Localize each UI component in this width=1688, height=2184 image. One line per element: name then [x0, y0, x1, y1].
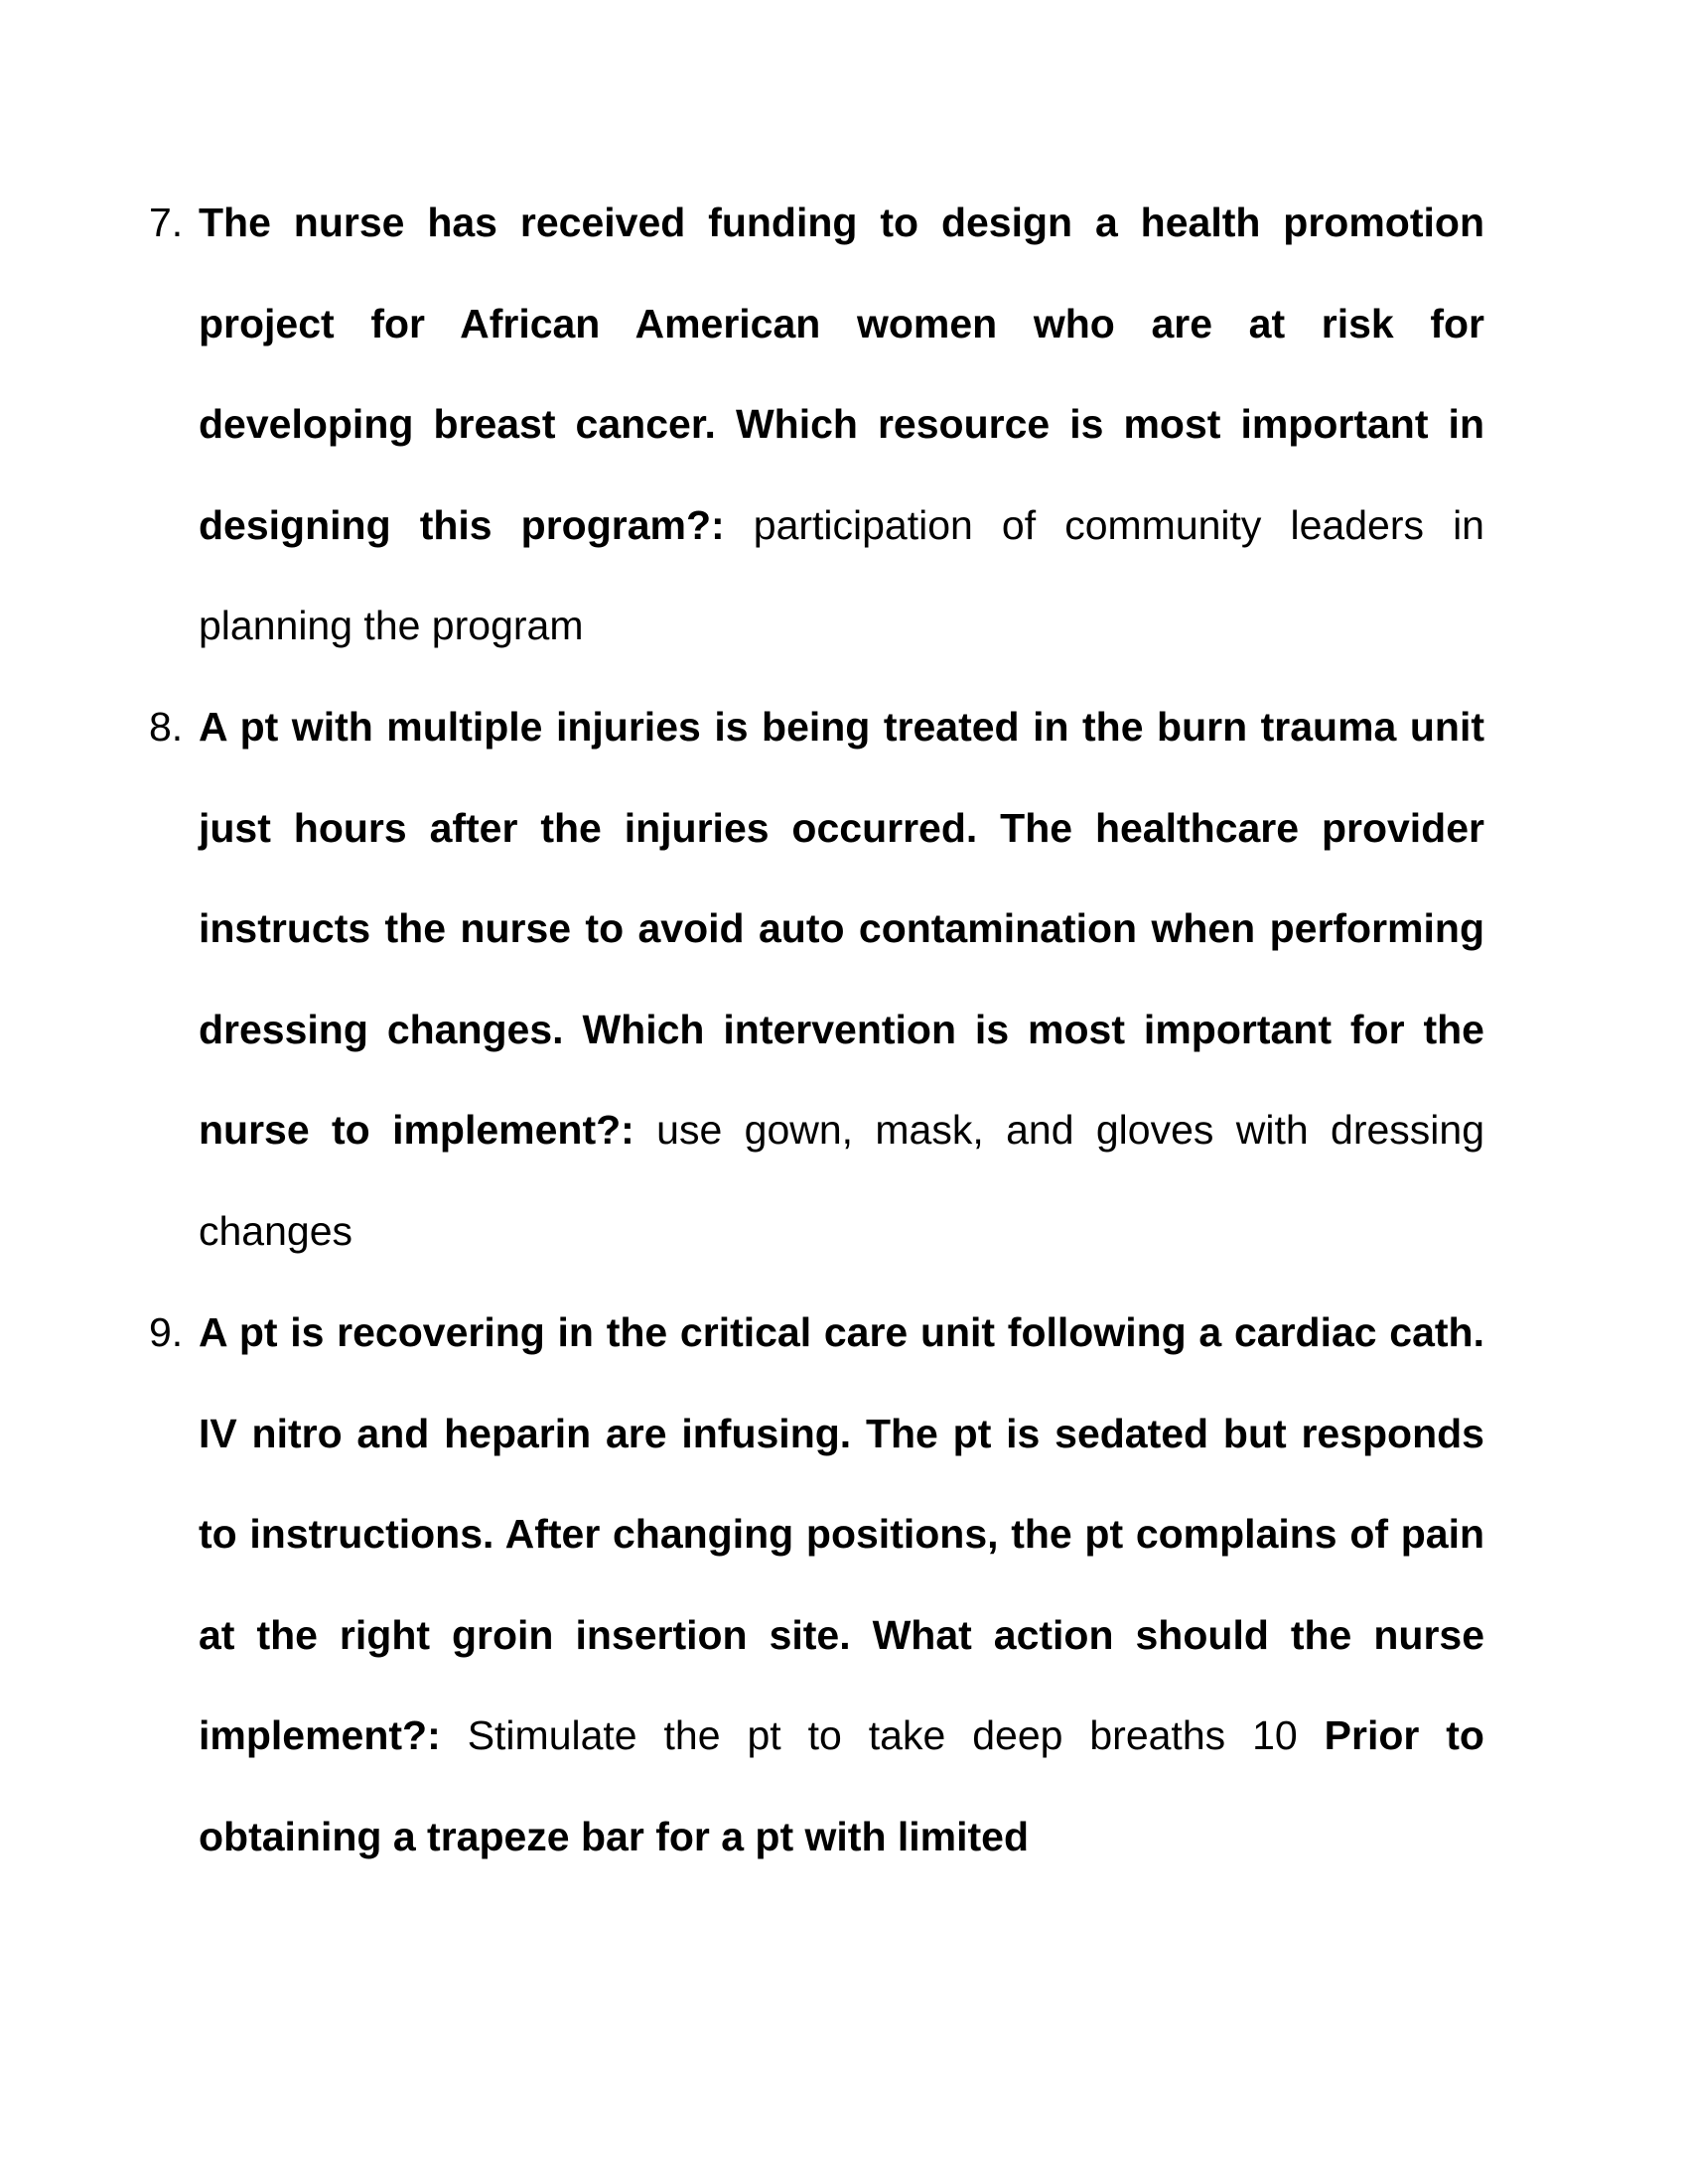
- item-number: 9.: [149, 1309, 184, 1355]
- question-item: [149, 677, 1484, 1282]
- question-text: A pt with multiple injuries is being treated in the burn trauma unit just hours after the injuries occurred. The healthcare provider instructs the nurse to avoid auto contamination when performing dressing changes. Which intervention is most important for the nurse to implement?:: [199, 704, 1484, 1153]
- question-text: The nurse has received funding to design a health promotion project for African American women who are at risk for developing breast cancer. Which resource is most important in designing this program?:: [199, 200, 1484, 548]
- continuation-question-text: Prior to obtaining a trapeze bar for a pt with limited: [199, 1712, 1484, 1859]
- item-number: 7.: [149, 200, 184, 245]
- answer-text: use gown, mask, and gloves with dressing changes: [199, 1107, 1484, 1254]
- question-item: [149, 173, 1484, 677]
- item-number: 8.: [149, 704, 184, 750]
- question-item: [149, 1283, 1484, 1887]
- question-text: A pt is recovering in the critical care unit following a cardiac cath. IV nitro and heparin are infusing. The pt is sedated but responds to instructions. After changing positions, the pt complains of pain at the right groin insertion site. What action should the nurse implement?:: [199, 1309, 1484, 1758]
- answer-text: Stimulate the pt to take deep breaths 10: [467, 1712, 1325, 1758]
- answer-text: participation of community leaders in planning the program: [199, 501, 1484, 648]
